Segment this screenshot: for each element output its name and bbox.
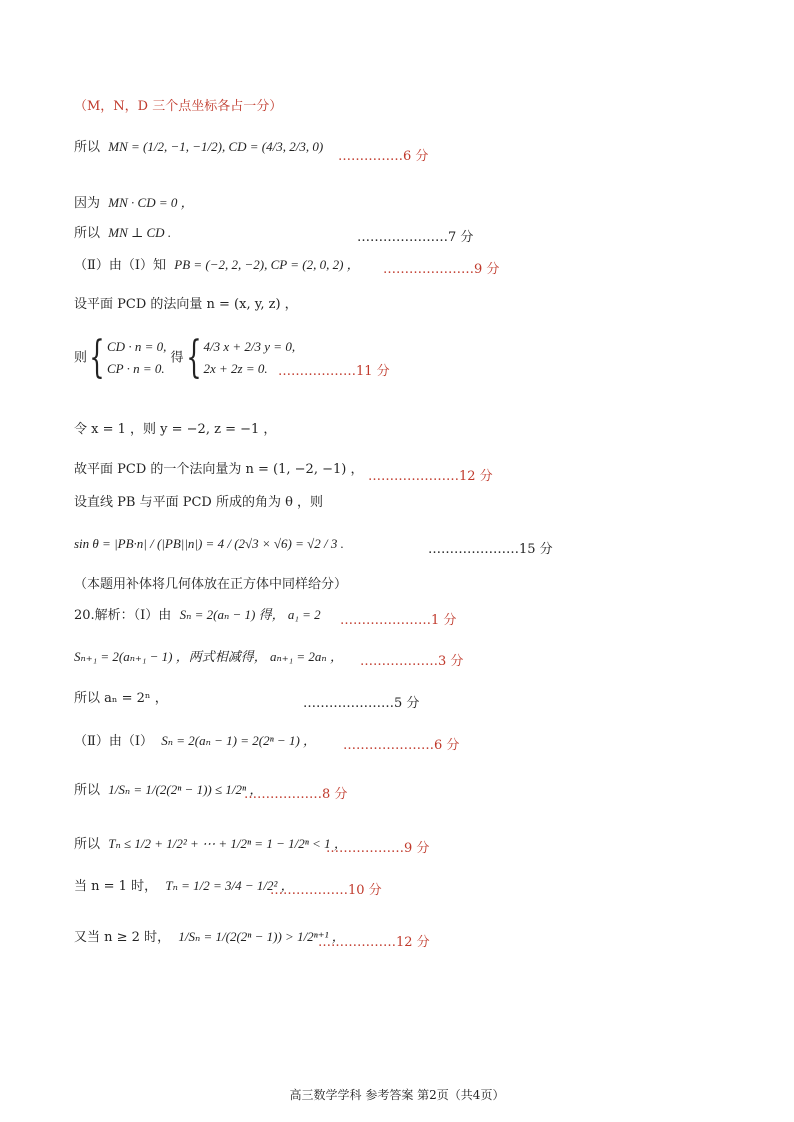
line-n-geq-2: 又当 n ≥ 2 时， 1/Sₙ = 1/(2(2ⁿ − 1)) > 1/2ⁿ⁺¹ ， xyxy=(74,929,345,945)
points-7: …………………7 分 xyxy=(357,230,474,245)
line-sn: （Ⅱ）由（Ⅰ） Sₙ = 2(aₙ − 1) = 2(2ⁿ − 1) ， xyxy=(74,733,317,749)
points-6b: …………………6 分 xyxy=(343,738,460,753)
points-11: ………………11 分 xyxy=(278,364,390,379)
line-perpendicular: 所以 MN ⊥ CD . xyxy=(74,225,172,241)
line-q20-part1: 20.解析：（Ⅰ）由 Sₙ = 2(aₙ − 1) 得， a₁ = 2 xyxy=(74,607,321,623)
line-normal-result: 故平面 PCD 的一个法向量为 n = (1, −2, −1) ， xyxy=(74,462,364,477)
points-6: ……………6 分 xyxy=(338,149,429,164)
page-footer: 高三数学学科 参考答案 第2页（共4页） xyxy=(289,1088,505,1102)
line-an: 所以 aₙ = 2ⁿ ， xyxy=(74,691,168,706)
line-angle-theta: 设直线 PB 与平面 PCD 所成的角为 θ ，则 xyxy=(74,495,324,510)
note-alternative: （本题用补体将几何体放在正方体中同样给分） xyxy=(74,577,348,592)
line-normal-vector: 设平面 PCD 的法向量 n = (x, y, z) ， xyxy=(74,297,298,312)
points-1: …………………1 分 xyxy=(340,613,457,628)
line-pb-cp: （Ⅱ）由（Ⅰ）知 PB = (−2, 2, −2), CP = (2, 0, 2) ， xyxy=(74,257,360,273)
line-dot-product: 因为 MN · CD = 0 ， xyxy=(74,195,194,211)
points-5: …………………5 分 xyxy=(303,696,420,711)
line-subtract: Sₙ₊₁ = 2(aₙ₊₁ − 1) ，两式相减得， aₙ₊₁ = 2aₙ ， xyxy=(74,649,343,664)
points-8: ………………8 分 xyxy=(244,787,348,802)
line-reciprocal: 所以 1/Sₙ = 1/(2(2ⁿ − 1)) ≤ 1/2ⁿ ， xyxy=(74,782,263,798)
points-12a: …………………12 分 xyxy=(368,469,493,484)
points-15: …………………15 分 xyxy=(428,542,553,557)
note-coordinates: （M，N，D 三个点坐标各占一分） xyxy=(74,99,283,114)
points-3: ………………3 分 xyxy=(360,654,464,669)
line-tn-bound: 所以 Tₙ ≤ 1/2 + 1/2² + ⋯ + 1/2ⁿ = 1 − 1/2ⁿ < 1 ， xyxy=(74,836,347,852)
line-n-equals-1: 当 n = 1 时， Tₙ = 1/2 = 3/4 − 1/2² ， xyxy=(74,878,294,894)
points-10: ………………10 分 xyxy=(270,883,382,898)
line-let-x: 令 x = 1 ，则 y = −2, z = −1 ， xyxy=(74,422,277,437)
line-equation-system: 则{ CD · n = 0, CP · n = 0. 得{ 4/3 x + 2/3 y = 0, 2x + 2z = 0. xyxy=(74,332,296,384)
line-sin-theta: sin θ = |PB·n| / (|PB||n|) = 4 / (2√3 × √6) = √2 / 3 . xyxy=(74,536,344,551)
math-mn-cd: MN = (1/2, −1, −1/2), CD = (4/3, 2/3, 0) xyxy=(108,139,324,154)
points-9b: ………………9 分 xyxy=(326,841,430,856)
line-mn-cd-vectors: 所以 MN = (1/2, −1, −1/2), CD = (4/3, 2/3, 0) xyxy=(74,139,324,155)
points-9: …………………9 分 xyxy=(383,262,500,277)
points-12b: ………………12 分 xyxy=(318,935,430,950)
